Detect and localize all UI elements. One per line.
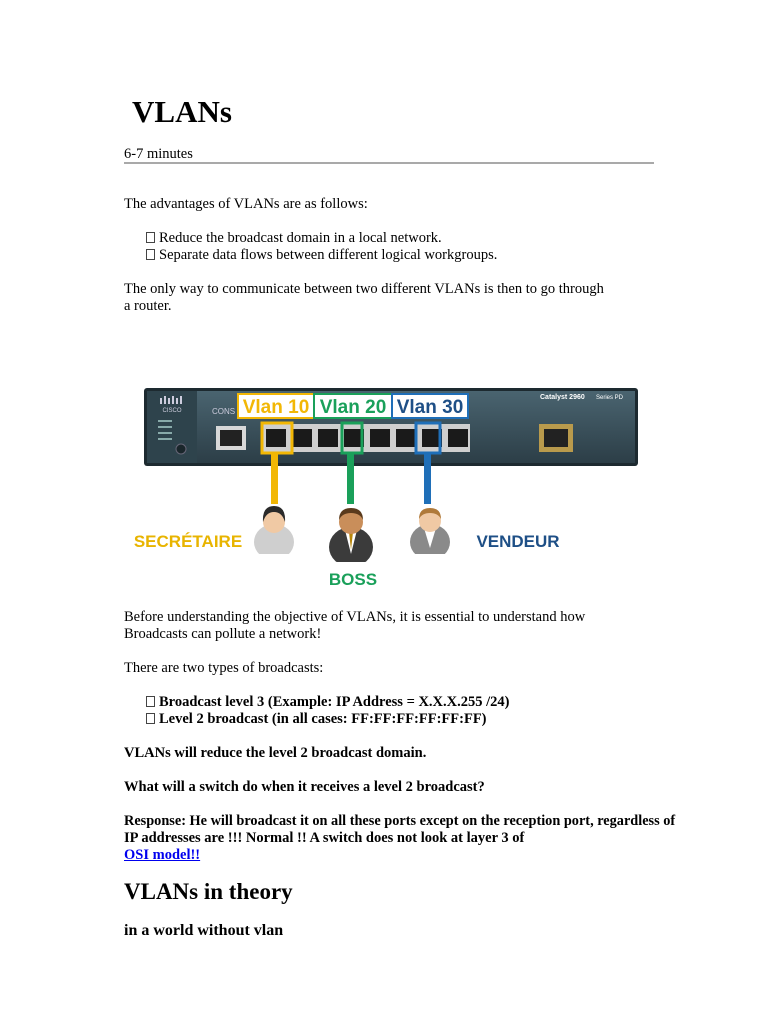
uplink-port-icon	[539, 424, 573, 452]
before-paragraph-line: Before understanding the objective of VLANs, it is essential to understand how	[124, 609, 586, 625]
boss-label: BOSS	[328, 570, 378, 589]
cisco-logo-text: CISCO	[162, 408, 182, 414]
missing-glyph-box-icon	[146, 232, 155, 243]
vlan-20-label-box	[314, 394, 392, 418]
boss-person-icon	[329, 508, 373, 572]
switch-question: What will a switch do when it receives a level 2 broadcast?	[124, 779, 485, 795]
vlan-10-label-box	[238, 394, 314, 418]
list-item	[146, 230, 442, 247]
console-label: CONS	[212, 407, 236, 416]
missing-glyph-box-icon	[146, 713, 155, 724]
before-paragraph-line: Broadcasts can pollute a network!	[124, 626, 322, 642]
list-item-text: Broadcast level 3 (Example: IP Address = X.X.X.255 /24)	[159, 694, 510, 710]
section-heading: VLANs in theory	[124, 879, 293, 904]
list-item-text: Reduce the broadcast domain in a local network.	[159, 230, 442, 246]
page-title: VLANs	[132, 94, 232, 129]
secretaire-label: SECRÉTAIRE	[133, 532, 243, 551]
vlan-30-label: Vlan 30	[396, 397, 464, 418]
osi-model-link[interactable]: OSI model!!	[124, 847, 201, 863]
vlan-10-label: Vlan 10	[242, 397, 310, 418]
ethernet-ports-icon	[262, 423, 470, 453]
vlan-20-label: Vlan 20	[319, 397, 387, 418]
vlan-20-cable	[347, 452, 354, 504]
vlans-reduce-statement: VLANs will reduce the level 2 broadcast domain.	[124, 745, 427, 761]
missing-glyph-box-icon	[146, 696, 155, 707]
vlan-30-label-box	[392, 394, 468, 418]
secretaire-person-icon	[254, 506, 294, 562]
list-item	[146, 711, 487, 728]
advantages-intro: The advantages of VLANs are as follows:	[124, 196, 368, 212]
switch-model: Catalyst 2960	[540, 394, 585, 401]
list-item-text: Level 2 broadcast (in all cases: FF:FF:FF:FF:FF:FF)	[159, 711, 487, 727]
list-item-text: Separate data flows between different logical workgroups.	[159, 247, 498, 263]
list-item	[146, 694, 510, 711]
router-paragraph-line: The only way to communicate between two different VLANs is then to go through	[124, 281, 604, 297]
switch-model-series: Series PD	[596, 395, 624, 401]
missing-glyph-box-icon	[146, 249, 155, 260]
vlan-10-cable	[271, 452, 278, 504]
vlan-switch-figure	[124, 382, 644, 592]
vlan-30-cable	[424, 452, 431, 504]
console-port-icon	[216, 426, 246, 450]
subsection-heading: in a world without vlan	[124, 922, 284, 939]
response-line: IP addresses are !!! Normal !! A switch does not look at layer 3 of	[124, 830, 525, 846]
list-item	[146, 247, 497, 264]
reading-time: 6-7 minutes	[124, 146, 193, 162]
broadcast-types-intro: There are two types of broadcasts:	[124, 660, 324, 676]
response-line: Response: He will broadcast it on all these ports except on the reception port, regardless of	[124, 813, 676, 829]
router-paragraph-line: a router.	[124, 298, 172, 314]
title-divider	[124, 162, 654, 164]
vendeur-person-icon	[408, 508, 452, 562]
vendeur-label: VENDEUR	[476, 532, 560, 551]
